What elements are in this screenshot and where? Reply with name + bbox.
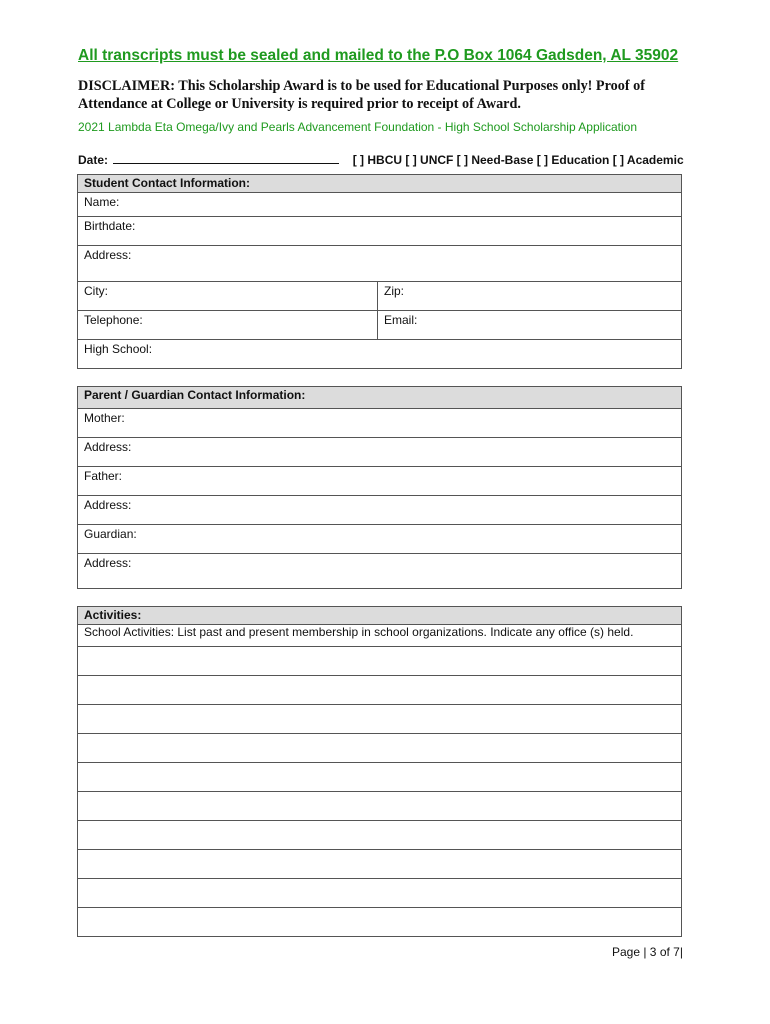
email-label: Email: bbox=[384, 313, 418, 327]
activities-table bbox=[77, 606, 682, 937]
student-address-label: Address: bbox=[84, 248, 132, 262]
student-address-field[interactable] bbox=[78, 246, 682, 282]
activity-line[interactable] bbox=[78, 850, 682, 879]
activity-line[interactable] bbox=[78, 763, 682, 792]
guardian-field[interactable] bbox=[78, 525, 682, 554]
application-subtitle: 2021 Lambda Eta Omega/Ivy and Pearls Advancement Foundation - High School Scholarship Application bbox=[78, 120, 638, 134]
zip-field[interactable] bbox=[378, 282, 682, 311]
parent-guardian-header: Parent / Guardian Contact Information: bbox=[78, 387, 682, 409]
mother-address-label: Address: bbox=[84, 440, 132, 454]
high-school-field[interactable] bbox=[78, 340, 682, 369]
activity-line[interactable] bbox=[78, 647, 682, 676]
transcript-mailing-notice: All transcripts must be sealed and mailed to the P.O Box 1064 Gadsden, AL 35902 bbox=[78, 47, 679, 64]
date-fill-line[interactable] bbox=[113, 153, 339, 164]
telephone-label: Telephone: bbox=[84, 313, 143, 327]
student-contact-header: Student Contact Information: bbox=[78, 175, 682, 193]
disclaimer-text: DISCLAIMER: This Scholarship Award is to be used for Educational Purposes only! Proof of Attendance at College or University is required prior to receipt of Award. bbox=[78, 78, 645, 112]
zip-label: Zip: bbox=[384, 284, 405, 298]
father-address-field[interactable] bbox=[78, 496, 682, 525]
student-contact-table bbox=[77, 174, 682, 369]
mother-field[interactable] bbox=[78, 409, 682, 438]
guardian-address-label: Address: bbox=[84, 556, 132, 570]
father-label: Father: bbox=[84, 469, 123, 483]
activity-line[interactable] bbox=[78, 908, 682, 937]
city-field[interactable] bbox=[78, 282, 378, 311]
activity-line[interactable] bbox=[78, 821, 682, 850]
date-label: Date: bbox=[78, 153, 109, 167]
activities-header: Activities: bbox=[78, 607, 682, 625]
birthdate-field[interactable] bbox=[78, 217, 682, 246]
activity-line[interactable] bbox=[78, 734, 682, 763]
activity-line[interactable] bbox=[78, 676, 682, 705]
activity-line[interactable] bbox=[78, 792, 682, 821]
high-school-label: High School: bbox=[84, 342, 153, 356]
date-and-category-line bbox=[78, 153, 688, 167]
guardian-label: Guardian: bbox=[84, 527, 137, 541]
activities-instructions: School Activities: List past and present membership in school organizations. Indicate any office (s) held. bbox=[78, 625, 682, 647]
name-label: Name: bbox=[84, 195, 120, 209]
guardian-address-field[interactable] bbox=[78, 554, 682, 589]
telephone-field[interactable] bbox=[78, 311, 378, 340]
mother-address-field[interactable] bbox=[78, 438, 682, 467]
father-address-label: Address: bbox=[84, 498, 132, 512]
mother-label: Mother: bbox=[84, 411, 125, 425]
activity-line[interactable] bbox=[78, 705, 682, 734]
scholarship-category-checkboxes[interactable]: [ ] HBCU [ ] UNCF [ ] Need-Base [ ] Education [ ] Academic bbox=[352, 153, 684, 167]
email-field[interactable] bbox=[378, 311, 682, 340]
page-number: Page | 3 of 7| bbox=[612, 945, 683, 959]
father-field[interactable] bbox=[78, 467, 682, 496]
birthdate-label: Birthdate: bbox=[84, 219, 136, 233]
name-field[interactable] bbox=[78, 193, 682, 217]
parent-guardian-table bbox=[77, 386, 682, 589]
city-label: City: bbox=[84, 284, 108, 298]
activity-line[interactable] bbox=[78, 879, 682, 908]
